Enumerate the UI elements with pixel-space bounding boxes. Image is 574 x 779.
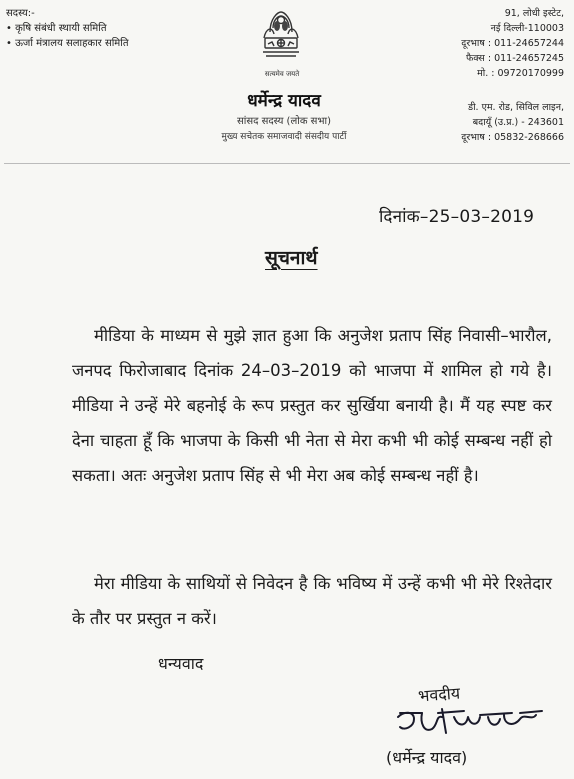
delhi-address	[461, 6, 564, 81]
body-paragraph: मेरा मीडिया के साथियों से निवेदन है कि भविष्य में उन्हें कभी भी मेरे रिश्तेदार के तौर पर प्रस्तुत न करें।	[72, 574, 552, 628]
membership-block	[6, 6, 129, 51]
address-line: नई दिल्ली-110003	[490, 23, 564, 34]
mobile-line: मो. : 09720170999	[477, 68, 564, 79]
sign-off: भवदीय	[417, 683, 461, 706]
letter-date: दिनांक–25–03–2019	[379, 207, 535, 227]
body-paragraph: मीडिया के माध्यम से मुझे ज्ञात हुआ कि अनुजेश प्रताप सिंह निवासी–भारौल, जनपद फिरोजाबाद दिनांक 24–03–2019 को भाजपा में शामिल हो गये है। मीडिया ने उन्हें मेरे बहनोई के रूप प्रस्तुत कर सुर्खिया बनायी है। मैं यह स्पष्ट कर देना चाहता हूँ कि भाजपा के किसी भी नेता से मेरा कभी भी कोई सम्बन्ध नहीं हो सकता। अतः अनुजेश प्रताप सिंह से भी मेरा अब कोई सम्बन्ध नहीं है।	[72, 326, 552, 485]
sender-party-role: मुख्य सचेतक समाजवादी संसदीय पार्टी	[221, 132, 347, 142]
letter-subject: सूचनार्थ	[265, 247, 318, 269]
phone-line: दूरभाष : 011-24657244	[461, 38, 564, 49]
address-line: डी. एम. रोड, सिविल लाइन,	[468, 102, 564, 113]
address-line: बदायूँ (उ.प्र.) - 243601	[472, 117, 564, 128]
phone-line: दूरभाष : 05832-268666	[461, 132, 564, 143]
address-line: 91, लोधी इस्टेट,	[504, 8, 564, 19]
closing-thanks: धन्यवाद	[158, 654, 204, 673]
membership-heading: सदस्य:-	[6, 8, 35, 19]
national-emblem-icon	[256, 4, 306, 66]
handwritten-signature-icon	[392, 703, 552, 741]
sender-title: सांसद सदस्य (लोक सभा)	[237, 116, 331, 127]
membership-item: • कृषि संबंधी स्थायी समिति	[6, 21, 129, 36]
fax-line: फैक्स : 011-24657245	[465, 53, 564, 64]
header-divider	[4, 163, 570, 164]
signer-name: (धर्मेन्द्र यादव)	[386, 748, 468, 767]
emblem-motto: सत्यमेव जयते	[264, 70, 300, 78]
membership-item: • ऊर्जा मंत्रालय सलाहकार समिति	[6, 36, 129, 51]
sender-name: धर्मेन्द्र यादव	[247, 91, 321, 111]
local-address	[461, 100, 564, 145]
sender-header	[174, 88, 394, 142]
